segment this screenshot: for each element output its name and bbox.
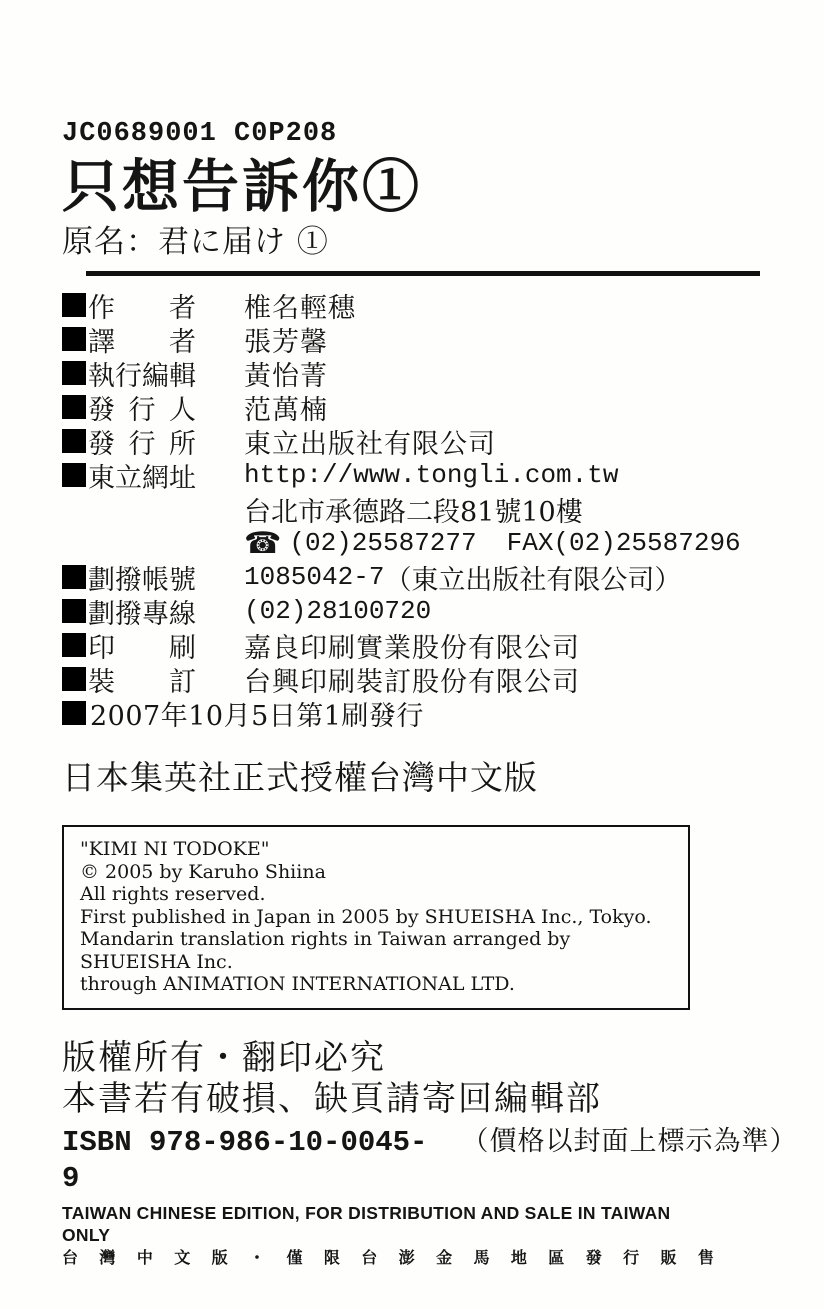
original-title: 原名：君に届け ① (62, 224, 329, 260)
postal-account-holder: （東立出版社有限公司） (384, 564, 682, 596)
postal-line-number: (02)28100720 (244, 596, 432, 626)
copyright-notice-box (62, 825, 690, 1010)
bullet-square-icon (62, 633, 86, 657)
product-code: JC0689001 C0P208 (62, 119, 338, 149)
credit-label: 東 立 網 址 (88, 462, 196, 494)
bullet-square-icon (62, 701, 86, 725)
distribution-notice-chinese: 台 灣 中 文 版 ・ 僅 限 台 澎 金 馬 地 區 發 行 販 售 (62, 1249, 714, 1267)
phone-number: (02)25587277 (289, 528, 477, 558)
isbn-number: ISBN 978-986-10-0045-9 (62, 1125, 428, 1195)
credit-row-executive-editor (62, 356, 784, 390)
credit-label: 譯 者 (88, 326, 196, 358)
copyright-line: "KIMI NI TODOKE" (80, 838, 270, 860)
copyright-line: All rights reserved. (80, 883, 266, 905)
postal-account-number: 1085042-7 (244, 562, 385, 592)
credit-row-translator (62, 322, 784, 356)
credit-row-printer (62, 628, 784, 662)
credit-label: 劃 撥 專 線 (88, 598, 196, 630)
bullet-square-icon (62, 293, 86, 317)
credit-label: 印 刷 (88, 632, 196, 664)
bullet-square-icon (62, 327, 86, 351)
all-rights-reserved-line: 版權所有・翻印必究 (62, 1037, 386, 1078)
credit-row-phone-fax (62, 526, 784, 560)
credit-label: 作 者 (88, 292, 196, 324)
copyright-line: © 2005 by Karuho Shiina (80, 860, 326, 883)
credit-row-address (62, 492, 784, 526)
authorization-statement: 日本集英社正式授權台灣中文版 (62, 758, 538, 797)
copyright-line: through ANIMATION INTERNATIONAL LTD. (80, 973, 515, 995)
copyright-line: First published in Japan in 2005 by SHUEISHA Inc., Tokyo. (80, 905, 652, 928)
bullet-square-icon (62, 429, 86, 453)
isbn-line (62, 1124, 798, 1197)
credit-value: 東立出版社有限公司 (244, 428, 496, 460)
bullet-square-icon (62, 395, 86, 419)
credit-value: 椎名輕穗 (244, 292, 356, 324)
credit-row-postal-account (62, 560, 784, 594)
copyright-line: Mandarin translation rights in Taiwan arranged by SHUEISHA Inc. (80, 928, 571, 973)
credit-label: 劃 撥 帳 號 (88, 564, 196, 596)
price-note: （價格以封面上標示為準） (461, 1125, 798, 1157)
bullet-square-icon (62, 565, 86, 589)
credit-value: 黃怡菁 (244, 360, 328, 392)
website-url: http://www.tongli.com.tw (244, 460, 619, 490)
credit-row-postal-line (62, 594, 784, 628)
page-title: 只想告訴你① (62, 153, 422, 220)
phone-icon: ☎ (244, 525, 282, 561)
credit-row-publisher-person (62, 390, 784, 424)
credit-label: 執 行 編 輯 (88, 360, 196, 392)
bullet-square-icon (62, 361, 86, 385)
credit-label: 發 行 所 (88, 428, 196, 460)
distribution-notice-english: TAIWAN CHINESE EDITION, FOR DISTRIBUTION AND SALE IN TAIWAN ONLY (62, 1202, 671, 1245)
credit-value: 張芳馨 (244, 326, 328, 358)
credit-row-edition-date (62, 696, 784, 730)
credit-row-author (62, 288, 784, 322)
credit-label: 發 行 人 (88, 394, 196, 426)
credit-value: 台興印刷裝訂股份有限公司 (244, 666, 580, 698)
edition-date: 2007年10月5日第1刷發行 (90, 700, 424, 732)
credit-value: 范萬楠 (244, 394, 328, 426)
publisher-address: 台北市承德路二段81號10樓 (244, 496, 583, 528)
credits-list (62, 288, 784, 730)
bullet-square-icon (62, 667, 86, 691)
bullet-square-icon (62, 463, 86, 487)
bullet-square-icon (62, 599, 86, 623)
credit-row-publishing-house (62, 424, 784, 458)
footer (62, 1037, 798, 1270)
credit-label: 裝 訂 (88, 666, 196, 698)
title-divider (86, 271, 760, 276)
credit-row-website (62, 458, 784, 492)
credit-row-binder (62, 662, 784, 696)
credit-value: 嘉良印刷實業股份有限公司 (244, 632, 580, 664)
return-policy-line: 本書若有破損、缺頁請寄回編輯部 (62, 1078, 602, 1119)
fax-number: FAX(02)25587296 (506, 528, 741, 558)
